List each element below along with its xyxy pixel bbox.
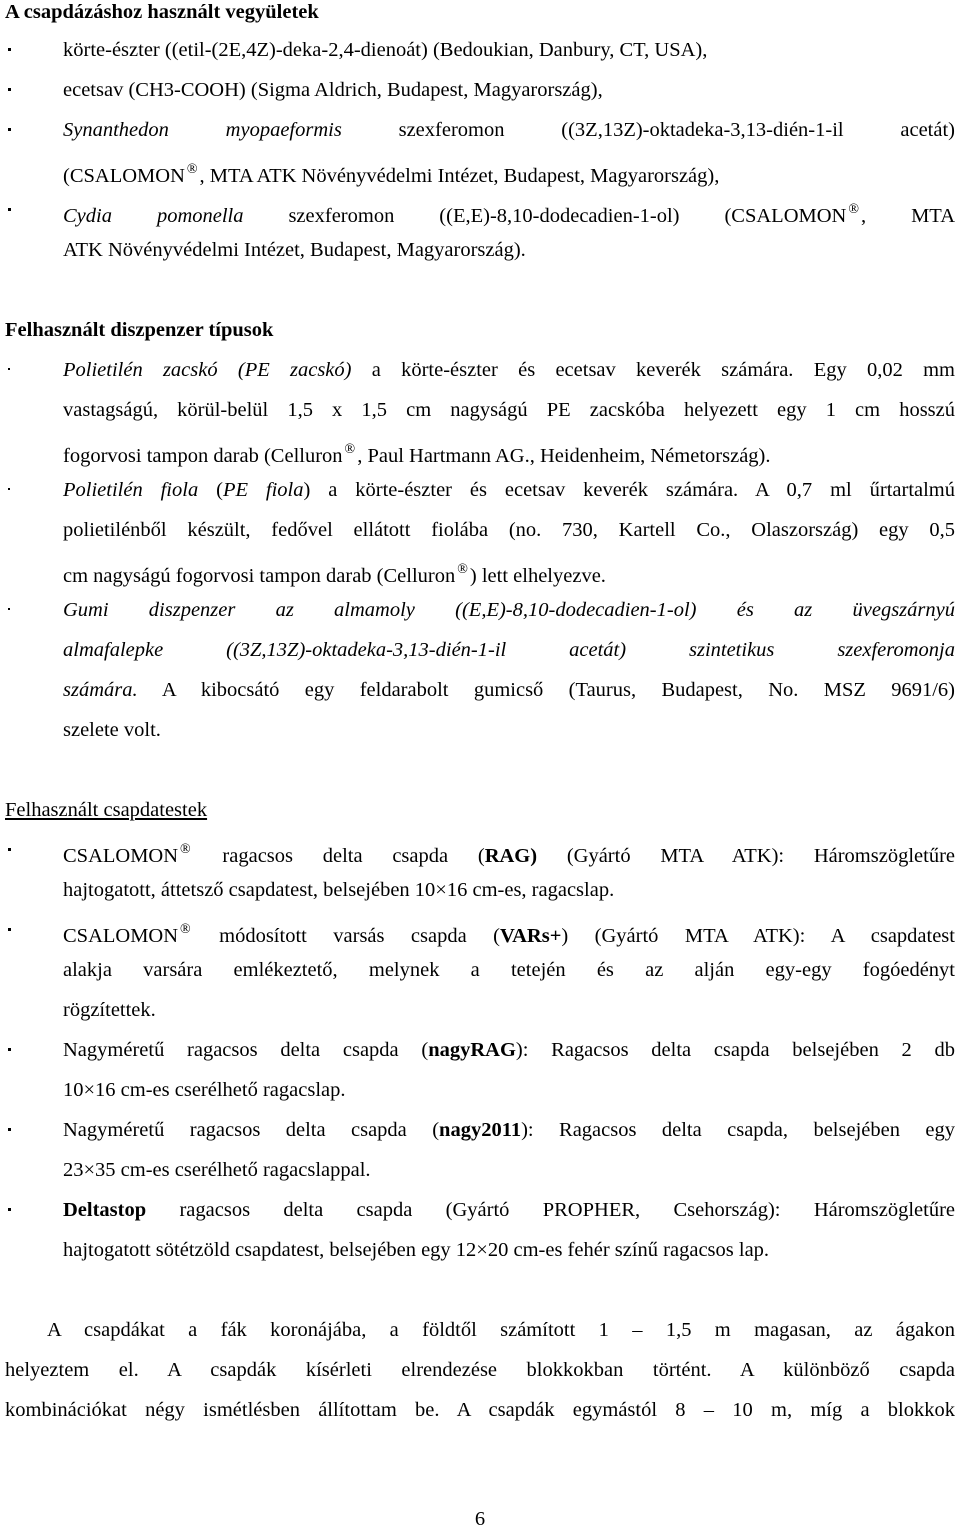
dispenser-item-3-line3: számára. A kibocsátó egy feldarabolt gumicső (Taurus, Budapest, No. MSZ 9691/6) (63, 679, 955, 701)
dispenser-item-1-line1: Polietilén zacskó (PE zacskó) a körte-észter és ecetsav keverék számára. Egy 0,02 mm (63, 359, 955, 381)
section-heading-dispensers: Felhasznált diszpenzer típusok (5, 319, 274, 341)
compound-item-3-line2: (CSALOMON ®, MTA ATK Növényvédelmi Intézet, Budapest, Magyarország), (63, 162, 720, 187)
bullet-icon (8, 358, 18, 382)
section-heading-compounds: A csapdázáshoz használt vegyületek (5, 1, 319, 23)
registered-mark-icon: ® (344, 442, 356, 457)
trap-item-2-line1: CSALOMON ® módosított varsás csapda (VARs+) (Gyártó MTA ATK): A csapdatest (63, 922, 955, 947)
trap-item-3-line2: 10×16 cm-es cserélhető ragacslap. (63, 1079, 346, 1101)
paragraph-line-3: kombinációkat négy ismétlésben állítottam be. A csapdák egymástól 8 – 10 m, míg a blokkok (5, 1399, 955, 1421)
bullet-icon (8, 118, 18, 142)
dispenser-item-2-line3: cm nagyságú fogorvosi tampon darab (Celluron ®) lett elhelyezve. (63, 562, 606, 587)
bullet-icon (8, 78, 18, 102)
trap-item-4-line2: 23×35 cm-es cserélhető ragacslappal. (63, 1159, 371, 1181)
trap-item-3-line1: Nagyméretű ragacsos delta csapda (nagyRAG): Ragacsos delta csapda belsejében 2 db (63, 1039, 955, 1061)
dispenser-item-1-line3: fogorvosi tampon darab (Celluron ®, Paul Hartmann AG., Heidenheim, Németország). (63, 442, 771, 467)
dispenser-item-3-line1: Gumi diszpenzer az almamoly ((E,E)-8,10-dodecadien-1-ol) és az üvegszárnyú (63, 599, 955, 621)
page-number: 6 (474, 1508, 486, 1530)
registered-mark-icon: ® (457, 562, 468, 577)
bullet-icon (8, 198, 18, 222)
paragraph-line-1: A csapdákat a fák koronájába, a földtől számított 1 – 1,5 m magasan, az ágakon (47, 1319, 955, 1341)
compound-item-2: ecetsav (CH3-COOH) (Sigma Aldrich, Budapest, Magyarország), (63, 79, 603, 101)
trap-item-2-line3: rögzítettek. (63, 999, 156, 1021)
dispenser-item-2-line1: Polietilén fiola (PE fiola) a körte-észter és ecetsav keverék számára. A 0,7 ml űrtartalmú (63, 479, 955, 501)
trap-item-1-line2: hajtogatott, áttetsző csapdatest, belsejében 10×16 cm-es, ragacslap. (63, 879, 615, 901)
compound-item-3-line1: Synanthedon myopaeformis szexferomon ((3Z,13Z)-oktadeka-3,13-dién-1-il acetát) (63, 119, 955, 141)
bullet-icon (8, 478, 18, 502)
registered-mark-icon: ® (848, 202, 859, 217)
bullet-icon (8, 38, 18, 62)
trap-item-4-line1: Nagyméretű ragacsos delta csapda (nagy2011): Ragacsos delta csapda, belsejében egy (63, 1119, 955, 1141)
dispenser-item-3-line2: almafalepke ((3Z,13Z)-oktadeka-3,13-dién-1-il acetát) szintetikus szexferomonja (63, 639, 955, 661)
dispenser-item-1-line2: vastagságú, körül-belül 1,5 x 1,5 cm nagyságú PE zacskóba helyezett egy 1 cm hosszú (63, 399, 955, 421)
compound-item-1: körte-észter ((etil-(2E,4Z)-deka-2,4-dienoát) (Bedoukian, Danbury, CT, USA), (63, 39, 708, 61)
bullet-icon (8, 918, 18, 942)
bullet-icon (8, 1118, 18, 1142)
dispenser-item-2-line2: polietilénből készült, fedővel ellátott fiolába (no. 730, Kartell Co., Olaszország) egy 0,5 (63, 519, 955, 541)
registered-mark-icon: ® (186, 162, 198, 177)
registered-mark-icon: ® (180, 922, 191, 937)
bullet-icon (8, 838, 18, 862)
bullet-icon (8, 1198, 18, 1222)
compound-item-4-line2: ATK Növényvédelmi Intézet, Budapest, Magyarország). (63, 239, 526, 261)
trap-item-2-line2: alakja varsára emlékeztető, melynek a tetején és az alján egy-egy fogóedényt (63, 959, 955, 981)
trap-item-5-line2: hajtogatott sötétzöld csapdatest, belsejében egy 12×20 cm-es fehér színű ragacsos lap. (63, 1239, 770, 1261)
bullet-icon (8, 1038, 18, 1062)
bullet-icon (8, 598, 18, 622)
compound-item-4-line1: Cydia pomonella szexferomon ((E,E)-8,10-dodecadien-1-ol) (CSALOMON ®, MTA (63, 202, 955, 227)
paragraph-line-2: helyeztem el. A csapdák kísérleti elrendezése blokkokban történt. A különböző csapda (5, 1359, 955, 1381)
section-heading-traps: Felhasznált csapdatestek (5, 799, 208, 821)
trap-item-1-line1: CSALOMON ® ragacsos delta csapda (RAG) (Gyártó MTA ATK): Háromszögletűre (63, 842, 955, 867)
trap-item-5-line1: Deltastop ragacsos delta csapda (Gyártó PROPHER, Csehország): Háromszögletűre (63, 1199, 955, 1221)
registered-mark-icon: ® (180, 842, 191, 857)
dispenser-item-3-line4: szelete volt. (63, 719, 161, 741)
